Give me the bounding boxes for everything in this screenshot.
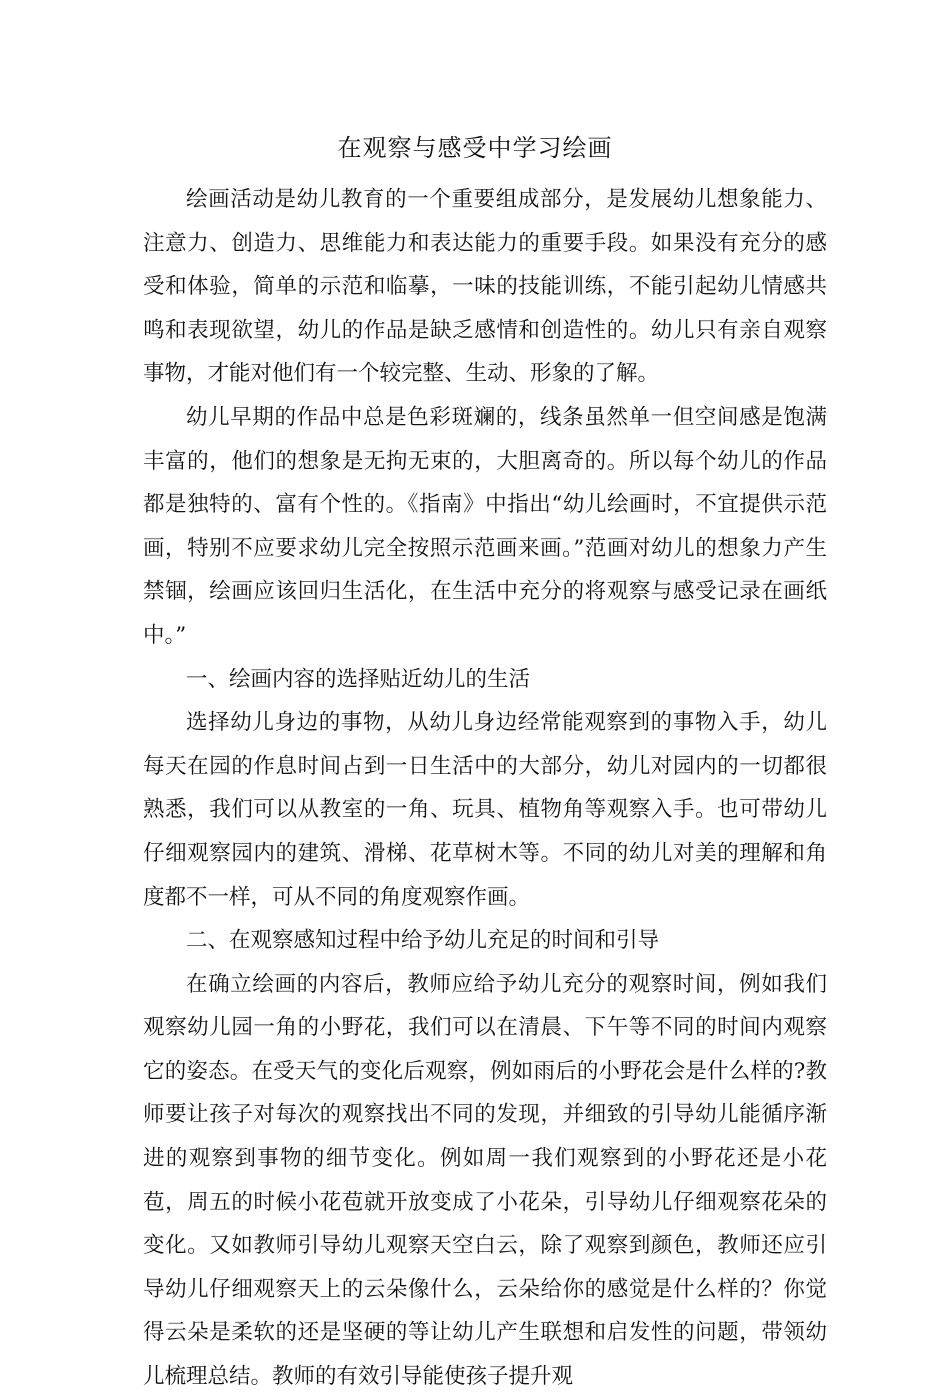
- page-title: 在观察与感受中学习绘画: [337, 134, 613, 162]
- section-heading-2: 二、在观察感知过程中给予幼儿充足的时间和引导: [186, 928, 660, 954]
- paragraph-early-works: 幼儿早期的作品中总是色彩斑斓的，线条虽然单一但空间感是饱满丰富的，他们的想象是无拘无束的，大胆离奇的。所以每个幼儿的作品都是独特的、富有个性的。《指南》中指出“幼儿绘画时，不宜提供示范画，特别不应要求幼儿完全按照示范画来画。”范画对幼儿的想象力产生禁锢，绘画应该回归生活化，在生活中充分的将观察与感受记录在画纸中。”: [143, 404, 827, 648]
- document-body: [143, 178, 827, 1399]
- paragraph-section-1: 选择幼儿身边的事物，从幼儿身边经常能观察到的事物入手，幼儿每天在园的作息时间占到一日生活中的大部分，幼儿对园内的一切都很熟悉，我们可以从教室的一角、玩具、植物角等观察入手。也可带幼儿仔细观察园内的建筑、滑梯、花草树木等。不同的幼儿对美的理解和角度都不一样，可从不同的角度观察作画。: [143, 710, 827, 910]
- paragraph-section-2: 在确立绘画的内容后，教师应给予幼儿充分的观察时间，例如我们观察幼儿园一角的小野花，我们可以在清晨、下午等不同的时间内观察它的姿态。在受天气的变化后观察，例如雨后的小野花会是什么样的?教师要让孩子对每次的观察找出不同的发现，并细致的引导幼儿能循序渐进的观察到事物的细节变化。例如周一我们观察到的小野花还是小花苞，周五的时候小花苞就开放变成了小花朵，引导幼儿仔细观察花朵的变化。又如教师引导幼儿观察天空白云，除了观察到颜色，教师还应引导幼儿仔细观察天上的云朵像什么，云朵给你的感觉是什么样的？你觉得云朵是柔软的还是坚硬的等让幼儿产生联想和启发性的问题，带领幼儿梳理总结。教师的有效引导能使孩子提升观: [143, 971, 827, 1390]
- section-heading-1: 一、绘画内容的选择贴近幼儿的生活: [186, 666, 531, 692]
- paragraph-intro: 绘画活动是幼儿教育的一个重要组成部分，是发展幼儿想象能力、注意力、创造力、思维能力和表达能力的重要手段。如果没有充分的感受和体验，简单的示范和临摹，一味的技能训练，不能引起幼儿情感共鸣和表现欲望，幼儿的作品是缺乏感情和创造性的。幼儿只有亲自观察事物，才能对他们有一个较完整、生动、形象的了解。: [143, 187, 827, 387]
